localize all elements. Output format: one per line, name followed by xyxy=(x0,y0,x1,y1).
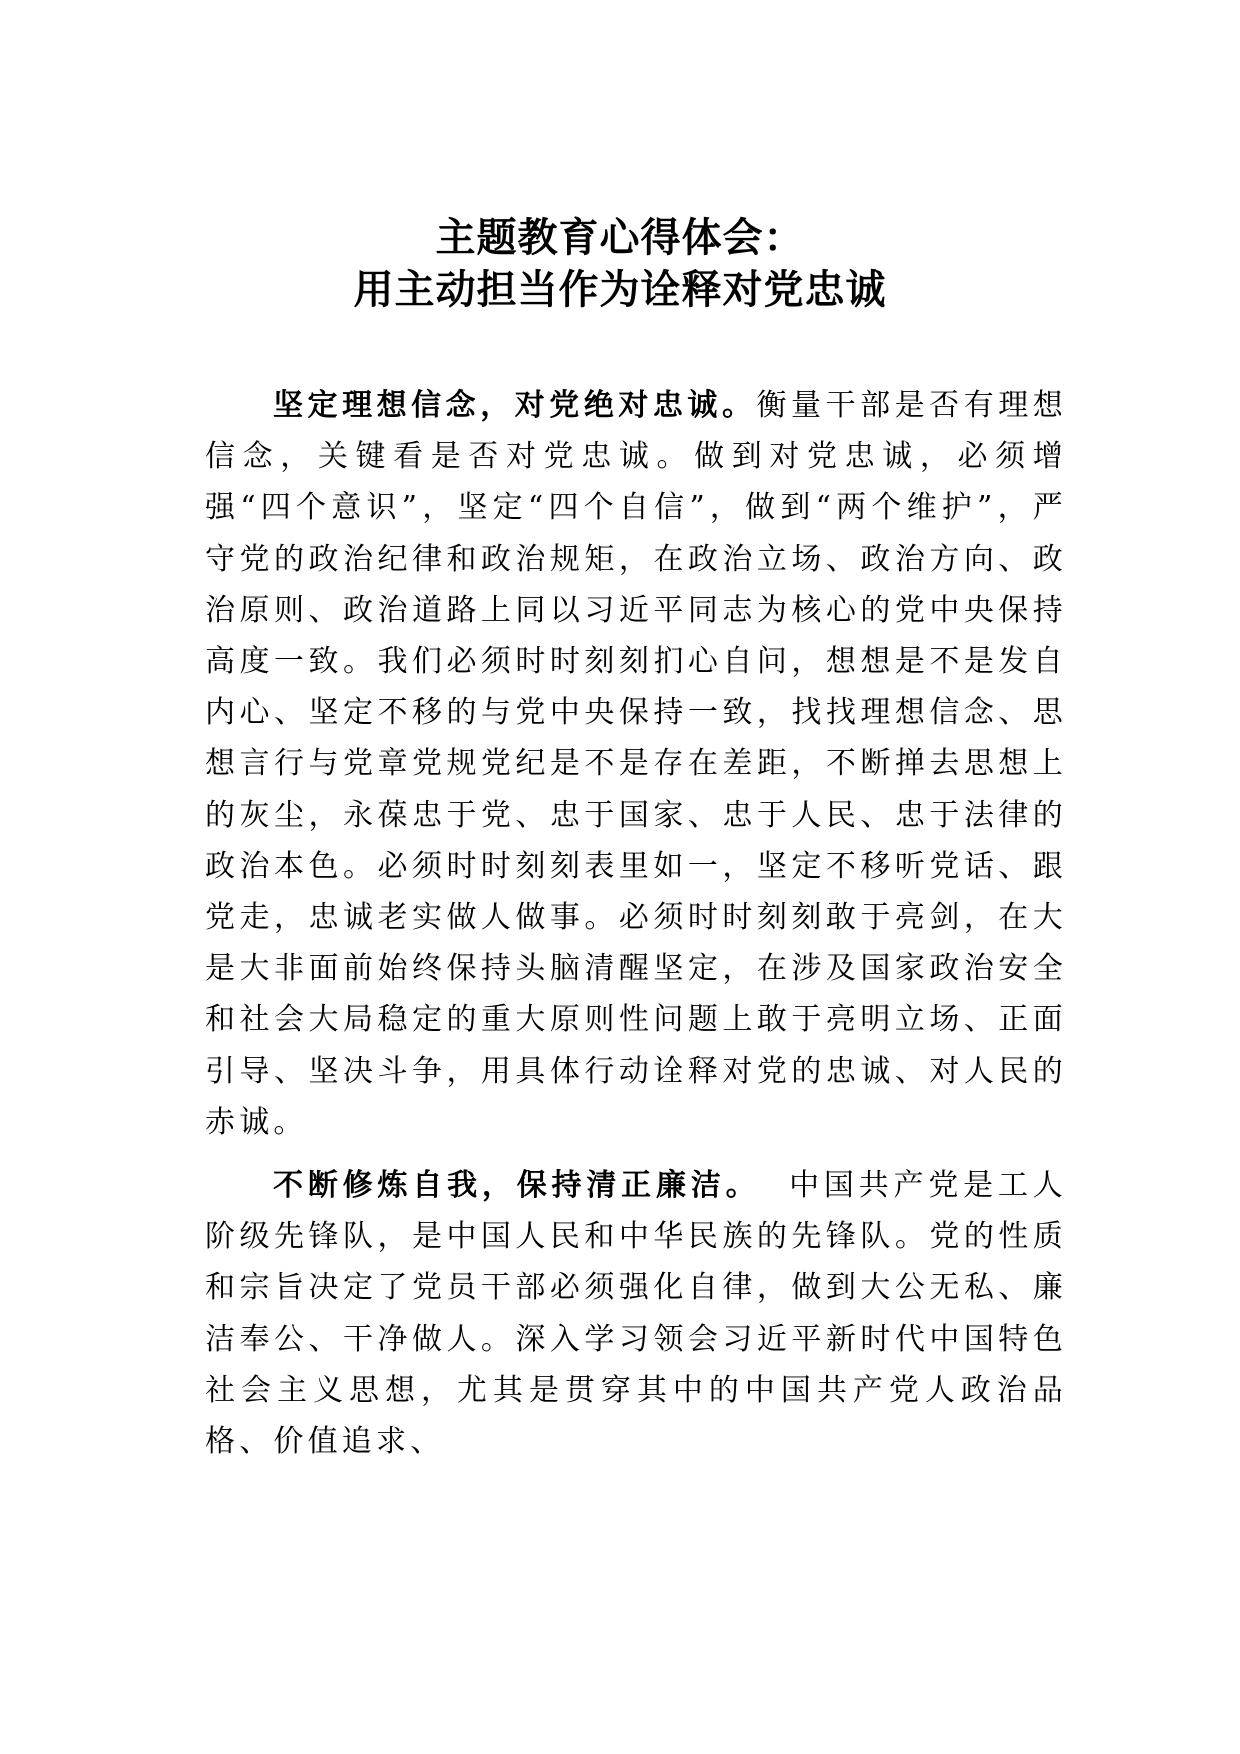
document-body xyxy=(205,380,1067,1479)
title-line-2: 用主动担当作为诠释对党忠诚 xyxy=(353,267,887,313)
paragraph-1-text: 衡量干部是否有理想信念，关键看是否对党忠诚。做到对党忠诚，必须增强“四个意识”，坚定“四个自信”，做到“两个维护”，严守党的政治纪律和政治规矩，在政治立场、政治方向、政治原则、政治道路上同以习近平同志为核心的党中央保持高度一致。我们必须时时刻刻扪心自问，想想是不是发自内心、坚定不移的与党中央保持一致，找找理想信念、思想言行与党章党规党纪是不是存在差距，不断掸去思想上的灰尘，永葆忠于党、忠于国家、忠于人民、忠于法律的政治本色。必须时时刻刻表里如一，坚定不移听党话、跟党走，忠诚老实做人做事。必须时时刻刻敢于亮剑，在大是大非面前始终保持头脑清醒坚定，在涉及国家政治安全和社会大局稳定的重大原则性问题上敢于亮明立场、正面引导、坚决斗争，用具体行动诠释对党的忠诚、对人民的赤诚。 xyxy=(205,388,1067,1140)
title-line-1: 主题教育心得体会： xyxy=(435,215,805,261)
paragraph-2-lead: 不断修炼自我，保持清正廉洁。 xyxy=(273,1168,761,1204)
paragraph-1 xyxy=(205,380,1067,1148)
paragraph-1-lead: 坚定理想信念，对党绝对忠诚。 xyxy=(273,388,757,423)
document-title xyxy=(0,212,1240,316)
paragraph-2-text: 中国共产党是工人阶级先锋队，是中国人民和中华民族的先锋队。党的性质和宗旨决定了党员干部必须强化自律，做到大公无私、廉洁奉公、干净做人。深入学习领会习近平新时代中国特色社会主义思想，尤其是贯穿其中的中国共产党人政治品格、价值追求、 xyxy=(205,1168,1067,1460)
paragraph-2 xyxy=(205,1160,1067,1467)
